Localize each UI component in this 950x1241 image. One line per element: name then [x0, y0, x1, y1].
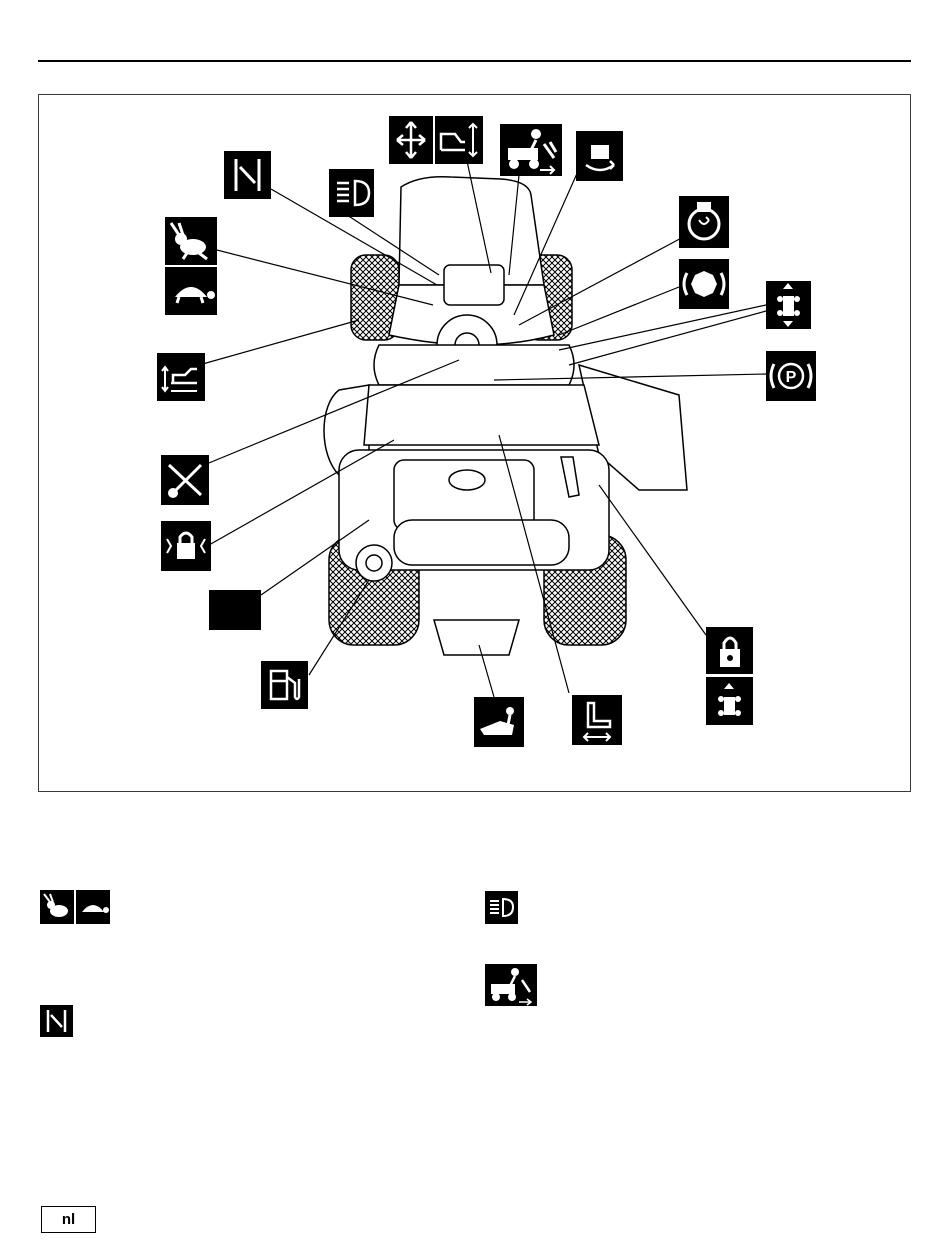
header-rule	[38, 60, 911, 62]
language-code: nl	[61, 1211, 76, 1228]
ignition-icon	[679, 196, 729, 248]
lock-warning-icon	[161, 521, 211, 571]
lock-icon	[706, 627, 753, 674]
language-code-box	[41, 1206, 96, 1233]
slow-turtle-icon	[165, 267, 217, 315]
blade-engage-icon	[576, 131, 623, 181]
deck-lift-icon	[157, 353, 205, 401]
tractor-illustration	[39, 95, 910, 791]
mower-rear-icon	[474, 697, 524, 747]
controls-figure	[38, 94, 911, 792]
seat-adjust-icon	[572, 695, 622, 745]
brake-icon	[679, 259, 729, 309]
headlight-icon	[329, 169, 374, 217]
forward-drive-icon	[706, 677, 753, 725]
direction-arrows-icon	[389, 116, 433, 164]
cutting-height-icon	[435, 116, 483, 164]
parking-brake-icon	[766, 351, 816, 401]
tractor-body	[324, 177, 687, 655]
fuel-icon	[261, 661, 308, 709]
blank-tile	[209, 590, 261, 630]
choke-icon	[224, 151, 271, 199]
drive-direction-icon	[766, 281, 811, 329]
mower-operator-icon	[500, 124, 562, 176]
legend-headlight-icon	[485, 891, 518, 924]
legend-mower-operator-icon	[485, 964, 537, 1006]
legend-choke-icon	[40, 1005, 73, 1037]
legend-fast-rabbit-icon	[40, 890, 74, 924]
svg-text:P: P	[785, 369, 797, 386]
fast-rabbit-icon	[165, 217, 217, 265]
tool-icon	[161, 455, 209, 505]
legend-slow-turtle-icon	[76, 890, 110, 924]
